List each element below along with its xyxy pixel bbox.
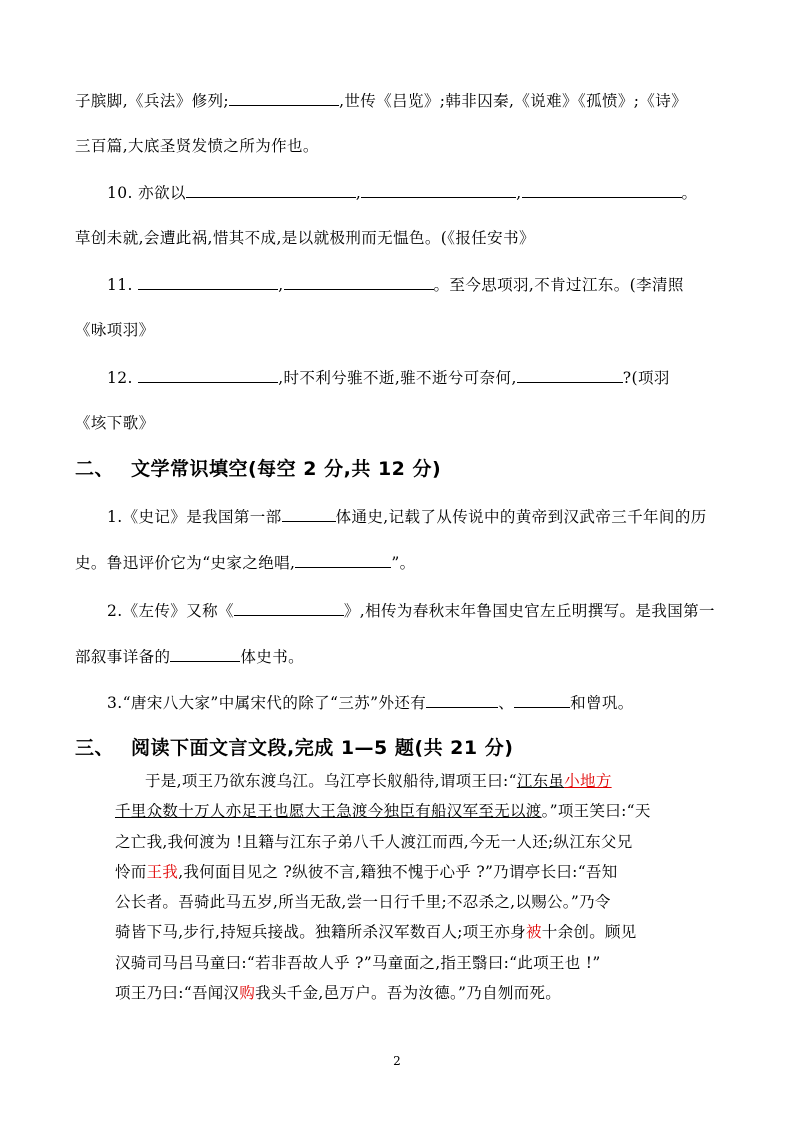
fill-blank[interactable] — [229, 89, 339, 106]
text-fragment: 。”项王笑曰:“天 — [541, 802, 651, 820]
question-number: 12. — [107, 369, 133, 387]
highlighted-text: 王我 — [146, 863, 179, 881]
section-heading — [75, 735, 513, 761]
text-fragment: 、 — [498, 694, 515, 712]
passage-line — [145, 770, 612, 792]
highlighted-text: 被 — [525, 923, 542, 941]
text-line — [107, 181, 697, 204]
fill-blank[interactable] — [522, 181, 682, 198]
text-line: 《垓下歌》 — [75, 414, 155, 432]
fill-blank[interactable] — [234, 599, 344, 616]
passage-line: 之亡我,我何渡为 !且籍与江东子弟八千人渡江而西,今无一人还;纵江东父兄 — [115, 833, 633, 851]
text-line — [107, 691, 634, 714]
text-line — [75, 645, 304, 668]
text-fragment: ?(项羽 — [622, 369, 670, 387]
text-fragment: 我头千金,邑万户。吾为汝德。”乃自刎而死。 — [255, 984, 562, 1002]
underlined-text: 千里众数十万人亦足王也愿大王急渡今独臣有船汉军至无以渡 — [115, 802, 542, 820]
passage-line — [115, 800, 651, 822]
text-fragment: 子膑脚,《兵法》修列; — [75, 92, 230, 110]
text-fragment: 怜而 — [115, 863, 147, 881]
text-line — [107, 505, 707, 528]
passage-line — [115, 982, 561, 1004]
fill-blank[interactable] — [295, 551, 391, 568]
text-line — [107, 599, 715, 622]
text-fragment: 骑皆下马,步行,持短兵接战。独籍所杀汉军数百人;项王亦身 — [115, 923, 526, 941]
text-fragment: 体通史,记载了从传说中的黄帝到汉武帝三千年间的历 — [335, 508, 707, 526]
section-number: 三、 — [75, 737, 115, 759]
fill-blank[interactable] — [170, 645, 240, 662]
text-line: 草创未就,会遭此祸,惜其不成,是以就极刑而无愠色。(《报任安书》 — [75, 229, 535, 247]
text-fragment: 和曾巩。 — [570, 694, 634, 712]
text-line — [107, 366, 670, 389]
text-fragment: 。 — [681, 184, 698, 202]
passage-line — [115, 921, 637, 943]
text-line: 三百篇,大底圣贤发愤之所为作也。 — [75, 137, 319, 155]
passage-line: 汉骑司马吕马童曰:“若非吾故人乎 ?”马童面之,指王翳曰:“此项王也 !” — [115, 954, 601, 972]
text-fragment: 十余创。顾见 — [541, 923, 637, 941]
highlighted-text: 小地方 — [564, 772, 612, 790]
text-fragment: 3.“唐宋八大家”中属宋代的除了“三苏”外还有 — [107, 694, 427, 712]
text-fragment: 于是,项王乃欲东渡乌江。乌江亭长舣船待,谓项王曰:“ — [145, 772, 517, 790]
fill-blank[interactable] — [282, 505, 336, 522]
text-fragment: , — [516, 184, 522, 202]
text-fragment: 项王乃曰:“吾闻汉 — [115, 984, 240, 1002]
question-number: 11. — [107, 276, 133, 294]
text-fragment: ,世传《吕览》;韩非囚秦,《说难》《孤愤》;《诗》 — [339, 92, 688, 110]
section-heading — [75, 456, 441, 482]
text-fragment: , — [278, 276, 284, 294]
underlined-text: 江东虽 — [516, 772, 565, 790]
text-fragment: , — [355, 184, 362, 202]
passage-line: 公长者。吾骑此马五岁,所当无敌,尝一日行千里;不忍杀之,以赐公。”乃令 — [115, 893, 611, 911]
text-fragment: 部叙事详备的 — [75, 648, 171, 666]
fill-blank[interactable] — [426, 691, 498, 708]
highlighted-text: 购 — [239, 984, 256, 1002]
passage-line — [115, 861, 618, 883]
fill-blank[interactable] — [186, 181, 356, 198]
fill-blank[interactable] — [138, 273, 278, 290]
text-line: 《咏项羽》 — [75, 321, 155, 339]
section-title: 文学常识填空(每空 2 分,共 12 分) — [131, 458, 442, 480]
text-fragment: ”。 — [391, 554, 416, 572]
page-number: 2 — [393, 1054, 401, 1068]
text-line — [107, 273, 684, 296]
fill-blank[interactable] — [284, 273, 434, 290]
text-line — [75, 89, 687, 112]
text-fragment: 。至今思项羽,不肯过江东。(李清照 — [433, 276, 684, 294]
text-fragment: 史。鲁迅评价它为“史家之绝唱, — [75, 554, 296, 572]
text-fragment: ,我何面目见之 ?纵彼不言,籍独不愧于心乎 ?”乃谓亭长曰:“吾知 — [178, 863, 618, 881]
fill-blank[interactable] — [138, 366, 278, 383]
text-fragment: 体史书。 — [240, 648, 305, 666]
text-fragment: ,时不利兮骓不逝,骓不逝兮可奈何, — [278, 369, 517, 387]
fill-blank[interactable] — [514, 691, 570, 708]
fill-blank[interactable] — [517, 366, 623, 383]
section-number: 二、 — [75, 458, 115, 480]
text-line — [75, 551, 416, 574]
text-fragment: 2.《左传》又称《 — [107, 602, 234, 620]
question-number: 10. 亦欲以 — [107, 184, 186, 202]
text-fragment: 》,相传为春秋末年鲁国史官左丘明撰写。是我国第一 — [343, 602, 715, 620]
fill-blank[interactable] — [361, 181, 516, 198]
section-title: 阅读下面文言文段,完成 1—5 题(共 21 分) — [131, 737, 514, 759]
text-fragment: 1.《史记》是我国第一部 — [107, 508, 282, 526]
